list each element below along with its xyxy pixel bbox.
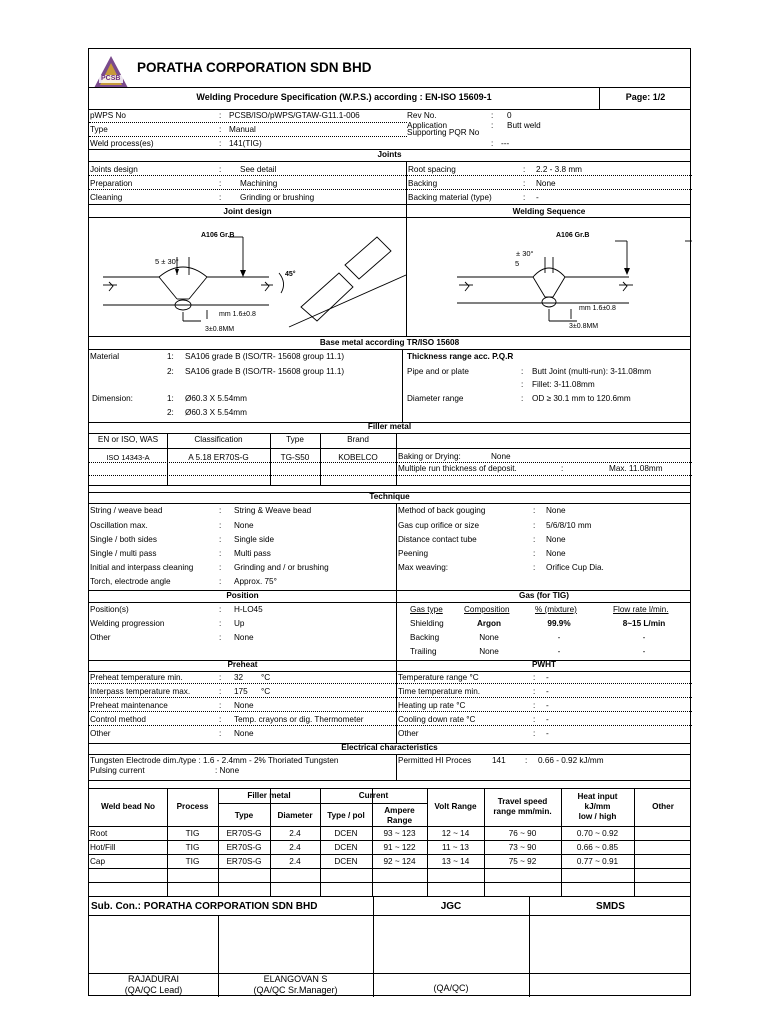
- position-label: Position(s): [90, 605, 129, 614]
- company-logo: [93, 55, 129, 89]
- h-volt: Volt Range: [434, 802, 477, 811]
- technique-value: 5/6/8/10 mm: [546, 521, 592, 530]
- gas-row-mixture: -: [557, 647, 561, 656]
- gas-row-composition: None: [479, 647, 499, 656]
- preheat-label: Preheat temperature min.: [90, 673, 183, 682]
- joint-design-header: Joint design: [223, 207, 272, 216]
- preparation-label: Preparation: [90, 179, 133, 188]
- dimension-label: Dimension:: [92, 394, 133, 403]
- technique-value: None: [546, 549, 566, 558]
- pwht-value: -: [546, 715, 549, 724]
- jd-gap-label: 3±0.8MM: [205, 326, 235, 333]
- pwht-label: Heating up rate °C: [398, 701, 466, 710]
- supporting-pqr-value: ---: [501, 139, 510, 148]
- root-spacing-value: 2.2 - 3.8 mm: [536, 165, 582, 174]
- filler-en-value: ISO 14343-A: [106, 453, 150, 462]
- gas-row-mixture: 99.9%: [547, 619, 571, 628]
- technique-label: Oscillation max.: [90, 521, 148, 530]
- rev-no-value: 0: [507, 111, 512, 120]
- diameter-label: Diameter range: [407, 394, 464, 403]
- preheat-unit: °C: [261, 673, 271, 682]
- diameter-range: OD ≥ 30.1 mm to 120.6mm: [532, 394, 631, 403]
- preheat-label: Preheat maintenance: [90, 701, 168, 710]
- preheat-unit: °C: [261, 687, 271, 696]
- gas-header: Gas (for TIG): [518, 591, 570, 600]
- h-typepol: Type / pol: [327, 811, 365, 820]
- pipe-plate-label: Pipe and or plate: [407, 367, 469, 376]
- baking-value: None: [491, 452, 511, 461]
- signer-2-role: (QA/QC Sr.Manager): [253, 985, 338, 995]
- jd-root-face-label: mm 1.6±0.8: [219, 311, 256, 318]
- joints-design-value: See detail: [240, 165, 277, 174]
- position-value: Up: [234, 619, 245, 628]
- technique-label: Max weaving:: [398, 563, 449, 572]
- gas-row-composition: None: [479, 633, 499, 642]
- gas-row-type: Backing: [410, 633, 440, 642]
- material-1-num: 1:: [167, 352, 174, 361]
- technique-label: Peening: [398, 549, 429, 558]
- material-1: SA106 grade B (ISO/TR- 15608 group 11.1): [185, 352, 345, 361]
- ws-gap-label: 3±0.8MM: [569, 323, 599, 330]
- type-value: Manual: [229, 125, 256, 134]
- cleaning-label: Cleaning: [90, 193, 123, 202]
- dimension-2-num: 2:: [167, 408, 174, 417]
- wps-document: PCSB PORATHA CORPORATION SDN BHD Welding Procedure Specification (W.P.S.) according : EN-ISO 15609-1 Page: 1/2 pWPS No : PCSB/ISO/pWPS/GTAW-G11.1-006 Type : Manual Weld process(es) : 141(TIG) Rev No. : 0 Application : Butt weld Supporting PQR No : --- Joints Joints design : See detail Preparation : Machining Cleaning : Grinding or brushing Root spacing : 2.2 - 3.8 mm Backing : None Backing material (type) : - Joint design Welding Sequence A106 Gr.B 5 ± 30° 45° mm 1.6±0.8 3±0.8MM A106 Gr.B ± 30° 5 mm 1.6±0.8 3±0.8MM Base metal according TR/ISO 15608 Material 1: SA106 grade B (ISO/TR- 15608 group 11.1) 2: SA106 grade B (ISO/TR- 15608 group 11.1) Dimension: 1: Ø60.3 X 5.54mm 2: Ø60.3 X 5.54mm Thickness range acc. P.Q.R Pipe and or plate : Butt Joint (multi-run): 3-11.08mm : Fillet: 3-11.08mm Diameter range : OD ≥ 30.1 mm to 120.6mm Filler metal EN or ISO, WAS Classification Type Brand ISO 14343-A A 5.18 ER70S-G TG-S50 KOBELCO Baking or Drying: None Multiple run thickness of deposit. : Max. 11.08mm Technique String / weave bead : String & Weave bead Oscillation max. : None Single / both sides : Single side Single / multi pass : Multi pass Initial and interpass cleaning : Grinding and / or brushing Torch, electrode angle : Approx. 75° Method of back gouging : None Gas cup orifice or size : 5/6/8/10 mm Distance contact tube : None Peening : None Max weaving: : Orifice Cup Dia. Position Gas (for TIG) Position(s) : H-LO45 Welding progression : Up Other : None Gas type Composition % (mixture) Flow rate l/min. Shielding Argon 99.9% 8~15 L/min Backing None - - Trailing None - - Preheat PWHT Preheat temperature min. : 32 °C Interpass temperature max. : 175 °C Preheat maintenance : None Control method : Temp. crayons or dig. Thermometer Other : None Temperature range °C : - Time temperature min. : - Heating up rate °C : - Cooling down rate °C : - Other : - Electrical characteristics Tungsten Electrode dim./type : 1.6 - 2.4mm - 2% Thoriated Tungsten Pulsing current : None Permitted HI Proces 141 : 0.66 - 0.92 kJ/mm Weld bead No Process Filler metal Type Diameter Current Type / pol Ampere Range Volt Range Travel speed range mm/min. Heat input kJ/mm low / high Other Root TIG ER70S-G 2.4 DCEN 93 ~ 123 12 ~ 14 76 ~ 90 0.70 ~ 0.92 Hot/Fill TIG ER70S-G 2.4 DCEN 91 ~ 122 11 ~ 13 73 ~ 90 0.66 ~ 0.85 Cap TIG ER70S-G 2.4 DCEN 92 ~ 124 13 ~ 14 75 ~ 92 0.77 ~ 0.91 Sub. Con.: PORATHA CORPORATION SDN BHD JGC SMDS RAJADURAI (QA/QC Lead) ELANGOVAN S (QA/QC Sr.Manager) (QA/QC): [88, 48, 691, 996]
- permitted-hi-value: 0.66 - 0.92 kJ/mm: [538, 756, 604, 765]
- tungsten-electrode: Tungsten Electrode dim./type : 1.6 - 2.4mm - 2% Thoriated Tungsten: [90, 756, 339, 765]
- h-type: Type: [234, 811, 254, 820]
- position-header: Position: [226, 591, 259, 600]
- base-metal-header: Base metal according TR/ISO 15608: [319, 338, 460, 347]
- pwht-label: Time temperature min.: [398, 687, 481, 696]
- subcon-label: Sub. Con.: PORATHA CORPORATION SDN BHD: [91, 901, 318, 912]
- butt-joint-range: Butt Joint (multi-run): 3-11.08mm: [532, 367, 652, 376]
- material-2-num: 2:: [167, 367, 174, 376]
- h-diameter: Diameter: [277, 811, 313, 820]
- wps-title: Welding Procedure Specification (W.P.S.) according : EN-ISO 15609-1: [196, 92, 492, 102]
- dimension-2: Ø60.3 X 5.54mm: [185, 408, 247, 417]
- application-label: Application: [407, 121, 448, 130]
- type-label: Type: [90, 125, 108, 134]
- h-travel-range: range mm/min.: [493, 807, 552, 816]
- position-value: H-LO45: [234, 605, 263, 614]
- technique-label: Distance contact tube: [398, 535, 477, 544]
- preheat-header: Preheat: [227, 660, 258, 669]
- material-label: Material: [90, 352, 120, 361]
- jd-material-label: A106 Gr.B: [201, 232, 235, 239]
- h-filler: Filler metal: [247, 791, 291, 800]
- filler-metal-header: Filler metal: [367, 422, 412, 431]
- h-process: Process: [176, 802, 209, 811]
- preparation-value: Machining: [240, 179, 278, 188]
- permitted-hi-process: 141: [492, 756, 506, 765]
- h-heat-unit: kJ/mm: [584, 802, 611, 811]
- material-2: SA106 grade B (ISO/TR- 15608 group 11.1): [185, 367, 345, 376]
- h-other: Other: [652, 802, 674, 811]
- permitted-hi-label: Permitted HI Proces: [398, 756, 472, 765]
- smds-label: SMDS: [596, 901, 625, 912]
- backing-label: Backing: [408, 179, 438, 188]
- signer-3-role: (QA/QC): [433, 983, 469, 993]
- gas-row-flow: 8~15 L/min: [622, 619, 666, 628]
- preheat-label: Interpass temperature max.: [90, 687, 191, 696]
- technique-value: String & Weave bead: [234, 506, 312, 515]
- technique-value: None: [546, 535, 566, 544]
- pwht-label: Temperature range °C: [398, 673, 479, 682]
- gas-col-mixture: % (mixture): [535, 605, 577, 614]
- technique-value: Grinding and / or brushing: [234, 563, 329, 572]
- position-label: Welding progression: [90, 619, 165, 628]
- technique-label: Single / both sides: [90, 535, 157, 544]
- technique-label: Single / multi pass: [90, 549, 157, 558]
- technique-label: String / weave bead: [90, 506, 163, 515]
- electrical-header: Electrical characteristics: [341, 743, 438, 752]
- h-heat: Heat input: [577, 792, 618, 801]
- pwht-value: -: [546, 729, 549, 738]
- h-current: Current: [358, 791, 389, 800]
- application-value: Butt weld: [507, 121, 541, 130]
- technique-value: None: [546, 506, 566, 515]
- filler-type-value: TG-S50: [280, 453, 310, 462]
- company-name: PORATHA CORPORATION SDN BHD: [137, 60, 372, 75]
- gas-row-type: Trailing: [410, 647, 437, 656]
- signer-1-role: (QA/QC Lead): [124, 985, 183, 995]
- preheat-label: Other: [90, 729, 111, 738]
- technique-label: Gas cup orifice or size: [398, 521, 479, 530]
- technique-value: Multi pass: [234, 549, 271, 558]
- logo-text: PCSB: [101, 75, 121, 82]
- cleaning-value: Grinding or brushing: [240, 193, 315, 202]
- technique-header: Technique: [369, 492, 410, 501]
- ws-bevel-top: ± 30°: [516, 249, 534, 258]
- position-label: Other: [90, 633, 111, 642]
- signer-2-name: ELANGOVAN S: [263, 974, 328, 984]
- filler-col-classification: Classification: [194, 435, 243, 444]
- weld-process-label: Weld process(es): [90, 139, 154, 148]
- thickness-header: Thickness range acc. P.Q.R: [407, 352, 514, 361]
- backing-material-value: -: [536, 193, 539, 202]
- gas-col-flow: Flow rate l/min.: [613, 605, 669, 614]
- dimension-1: Ø60.3 X 5.54mm: [185, 394, 247, 403]
- pwht-value: -: [546, 687, 549, 696]
- multiple-run-label: Multiple run thickness of deposit.: [398, 464, 517, 473]
- pwht-label: Other: [398, 729, 419, 738]
- technique-label: Method of back gouging: [398, 506, 486, 515]
- preheat-value: None: [234, 701, 254, 710]
- gas-col-type: Gas type: [410, 605, 443, 614]
- filler-col-brand: Brand: [347, 435, 369, 444]
- gas-row-flow: -: [642, 647, 646, 656]
- baking-label: Baking or Drying:: [398, 452, 461, 461]
- ws-bevel-num: 5: [515, 259, 520, 268]
- technique-value: None: [234, 521, 254, 530]
- joints-design-label: Joints design: [90, 165, 138, 174]
- multiple-run-value: Max. 11.08mm: [609, 464, 663, 473]
- pwps-no-label: pWPS No: [90, 111, 126, 120]
- gas-row-type: Shielding: [410, 619, 444, 628]
- filler-col-en: EN or ISO, WAS: [97, 435, 159, 444]
- backing-value: None: [536, 179, 556, 188]
- gas-row-composition: Argon: [476, 619, 502, 628]
- preheat-value: Temp. crayons or dig. Thermometer: [234, 715, 364, 724]
- ws-material-label: A106 Gr.B: [556, 232, 590, 239]
- ws-root-face-label: mm 1.6±0.8: [579, 305, 616, 312]
- position-value: None: [234, 633, 254, 642]
- jd-bevel-label: 5 ± 30°: [155, 257, 179, 266]
- backing-material-label: Backing material (type): [408, 193, 492, 202]
- gas-row-flow: -: [642, 633, 646, 642]
- supporting-pqr-label: Supporting PQR No: [407, 128, 480, 137]
- pwht-label: Cooling down rate °C: [398, 715, 476, 724]
- dimension-1-num: 1:: [167, 394, 174, 403]
- signer-1-name: RAJADURAI: [127, 974, 179, 984]
- h-ampere: Ampere: [384, 806, 415, 815]
- joints-header: Joints: [377, 150, 402, 159]
- technique-label: Initial and interpass cleaning: [90, 563, 194, 572]
- technique-value: Single side: [234, 535, 275, 544]
- pwht-value: -: [546, 673, 549, 682]
- pwps-no-value: PCSB/ISO/pWPS/GTAW-G11.1-006: [229, 111, 360, 120]
- gas-col-composition: Composition: [464, 605, 510, 614]
- technique-label: Torch, electrode angle: [90, 577, 171, 586]
- page-number: Page: 1/2: [625, 92, 666, 102]
- h-travel: Travel speed: [497, 797, 548, 806]
- filler-classification-value: A 5.18 ER70S-G: [188, 453, 249, 462]
- pulsing-value: : None: [215, 766, 240, 775]
- weld-process-value: 141(TIG): [229, 139, 262, 148]
- preheat-value: None: [234, 729, 254, 738]
- h-bead: Weld bead No: [101, 802, 155, 811]
- preheat-value: 32: [234, 673, 244, 682]
- welding-sequence-drawing: [407, 217, 692, 336]
- filler-brand-value: KOBELCO: [338, 453, 378, 462]
- technique-value: Approx. 75°: [234, 577, 277, 586]
- technique-value: Orifice Cup Dia.: [546, 563, 604, 572]
- filler-col-type: Type: [286, 435, 304, 444]
- preheat-value: 175: [234, 687, 248, 696]
- pwht-header: PWHT: [531, 660, 557, 669]
- h-heat-lowhigh: low / high: [578, 812, 617, 821]
- fillet-range: Fillet: 3-11.08mm: [532, 380, 595, 389]
- rev-no-label: Rev No.: [407, 111, 437, 120]
- h-ampere-range: Range: [386, 816, 413, 825]
- preheat-label: Control method: [90, 715, 146, 724]
- gas-row-mixture: -: [557, 633, 561, 642]
- jd-angle-label: 45°: [285, 271, 296, 278]
- pulsing-label: Pulsing current: [90, 766, 145, 775]
- jgc-label: JGC: [440, 901, 462, 912]
- welding-sequence-header: Welding Sequence: [512, 207, 586, 216]
- root-spacing-label: Root spacing: [408, 165, 456, 174]
- pwht-value: -: [546, 701, 549, 710]
